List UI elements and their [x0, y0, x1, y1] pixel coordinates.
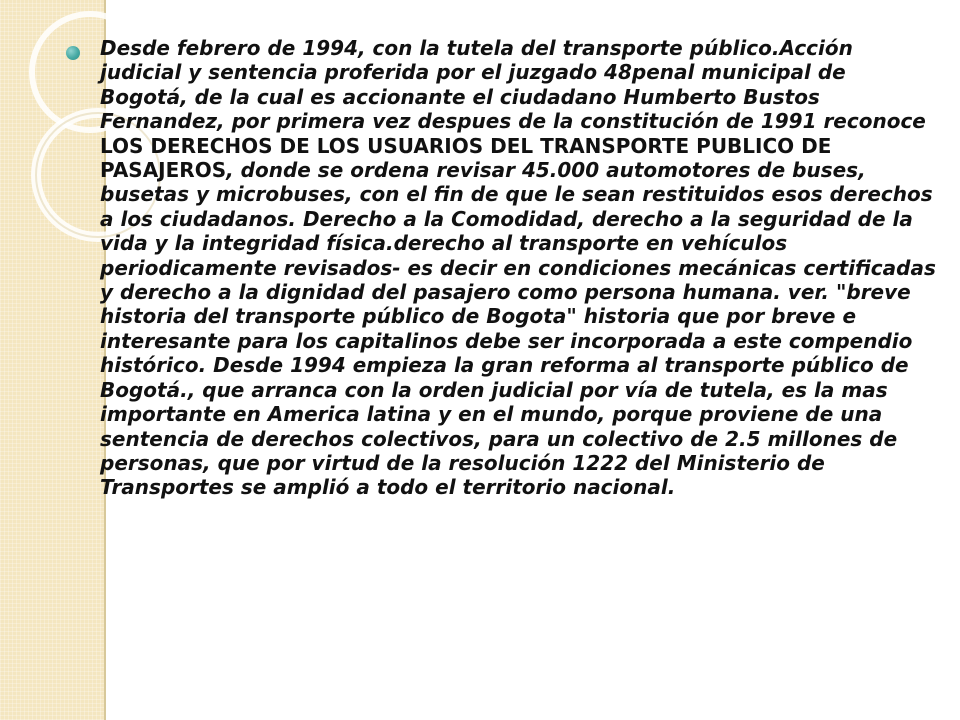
- bullet-text: [100, 36, 936, 500]
- body-text-part1: Desde febrero de 1994, con la tutela del transporte público.Acción judicial y sentencia proferida por el juzgado 48penal municipal de Bogotá, de la cual es accionante el ciudadano Humberto Bustos Fernandez, por primera vez despues de la constitución de 1991 reconoce: [100, 36, 926, 134]
- bullet-item: [66, 36, 936, 500]
- bullet-icon: [66, 46, 80, 60]
- body-text-part2: , donde se ordena revisar 45.000 automotores de buses, busetas y microbuses, con el fin de que le sean restituidos esos derechos a los ciudadanos. Derecho a la Comodidad, derecho a la seguridad de la vida y la integridad física.derecho al transporte en vehículos periodicamente revisados- es decir en condiciones mecánicas certificadas y derecho a la dignidad del pasajero como persona humana. ver. "breve historia del transporte público de Bogota" historia que por breve e interesante para los capitalinos debe ser incorporada a este compendio histórico. Desde 1994 empieza la gran reforma al transporte público de Bogotá., que arranca con la orden judicial por vía de tutela, es la mas importante en America latina y en el mundo, porque proviene de una sentencia de derechos colectivos, para un colectivo de 2.5 millones de personas, que por virtud de la resolución 1222 del Ministerio de Transportes se amplió a todo el territorio nacional.: [100, 158, 936, 500]
- slide-content: [66, 36, 936, 500]
- body-text-emphasis: LOS DERECHOS DE LOS USUARIOS DEL TRANSPORTE PUBLICO DE PASAJEROS: [100, 133, 832, 183]
